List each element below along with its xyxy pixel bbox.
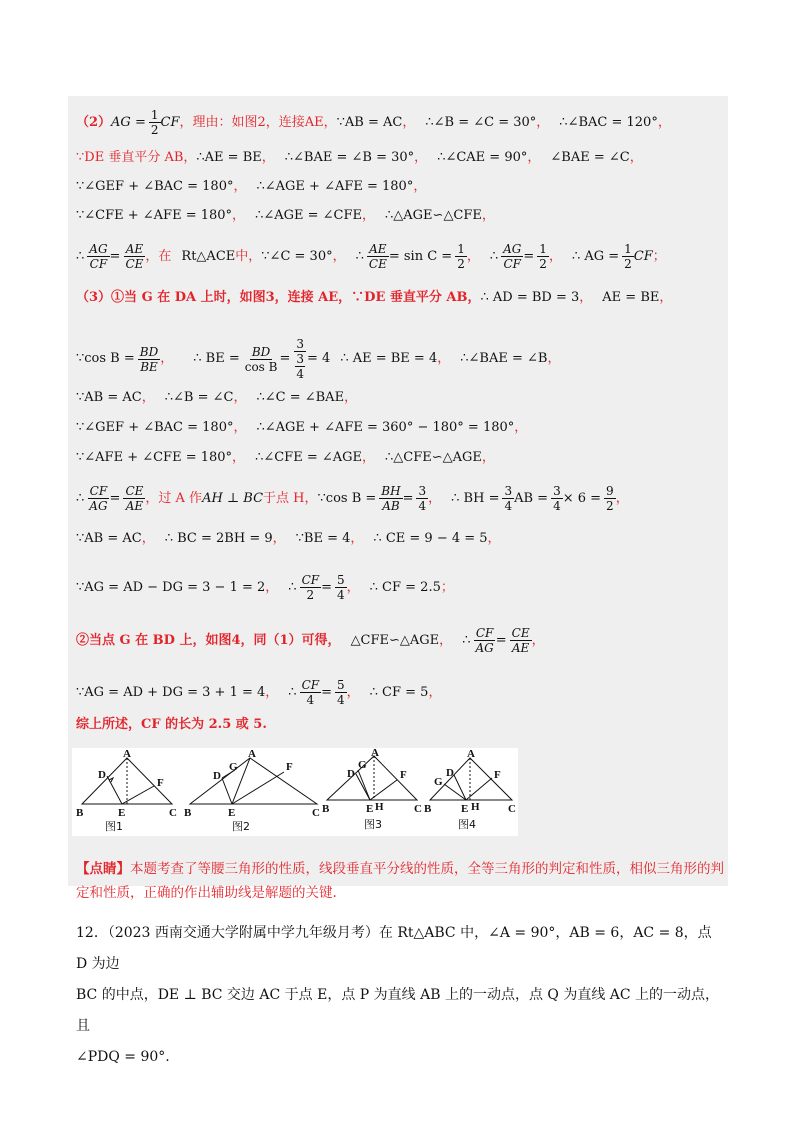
fraction: $\frac{CF}{AG}$: [89, 484, 108, 513]
fraction: $\frac{1}{2}$: [539, 242, 547, 271]
fraction: $\frac{1}{2}$: [624, 242, 632, 271]
svg-text:B: B: [184, 807, 192, 819]
figure-strip: [72, 748, 518, 836]
problem-line-1: 12．（2023 西南交通大学附属中学九年级月考）在 Rt△ABC 中，∠A = 90°，AB = 6，AC = 8，点 D 为边: [76, 925, 712, 972]
fraction: $\frac{9}{2}$: [606, 484, 614, 513]
svg-text:C: C: [508, 803, 516, 815]
fraction: $\frac{CF}{4}$: [301, 678, 320, 707]
solution-line-6: （3）①当 G 在 DA 上时，如图3，连接 AE，∵DE 垂直平分 AB， ∴ AD = BD = 3 ， AE = BE ，: [76, 290, 673, 305]
fraction: $\frac{5}{4}$: [336, 573, 345, 602]
svg-text:E: E: [118, 807, 126, 819]
solution-line-7: ∵cos B = $\frac{BD}{BE}$ ， ∴ BE = $\frac{BD}{\text{cos B}}$ = 3 3 4 = 4 ∴ AE = BE = 4 ， ∴∠BAE = ∠B ，: [76, 337, 561, 381]
svg-text:图3: 图3: [364, 818, 382, 831]
svg-text:F: F: [400, 769, 407, 781]
solution-line-4: ∵∠CFE + ∠AFE = 180° ， ∴∠AGE = ∠CFE ， ∴△AGE∽△CFE ，: [76, 208, 495, 223]
solution-line-13: ∵AG = AD − DG = 3 − 1 = 2 ， ∴ $\frac{CF}{2}$ = $\frac{5}{4}$ ， ∴ CF = 2.5 ；: [76, 573, 454, 602]
svg-text:C: C: [414, 803, 422, 815]
svg-text:H: H: [375, 801, 384, 813]
geometry-figures: [72, 748, 518, 836]
problem-line-2: BC 的中点，DE ⊥ BC 交边 AC 于点 E，点 P 为直线 AB 上的一动点，点 Q 为直线 AC 上的一动点，且: [76, 987, 720, 1034]
svg-text:B: B: [322, 803, 330, 815]
solution-line-14: ②当点 G 在 BD 上，如图4，同（1）可得， △CFE∽△AGE ， ∴ $\frac{CF}{AG}$ = $\frac{CE}{AE}$ ，: [76, 626, 545, 655]
svg-text:E: E: [366, 803, 374, 815]
svg-text:C: C: [312, 807, 320, 819]
solution-line-2: ∵DE 垂直平分 AB， ∴AE = BE ， ∴∠BAE = ∠B = 30° ， ∴∠CAE = 90° ， ∠BAE = ∠C ，: [76, 150, 643, 165]
solution-line-15: ∵AG = AD + DG = 3 + 1 = 4 ， ∴ $\frac{CF}{4}$ = $\frac{5}{4}$ ， ∴ CF = 5 ，: [76, 678, 442, 707]
svg-text:F: F: [494, 769, 501, 781]
fraction: $\frac{AG}{CF}$: [89, 242, 108, 271]
fraction: $\frac{AE}{CE}$: [368, 242, 387, 271]
fraction: $\frac{BH}{AB}$: [381, 484, 401, 513]
figure-2-labels: [184, 748, 320, 833]
fraction: $\frac{AE}{CE}$: [125, 242, 144, 271]
solution-line-12: ∵AB = AC ， ∴ BC = 2BH = 9 ， ∵BE = 4 ， ∴ CE = 9 − 4 = 5 ，: [76, 531, 501, 546]
svg-text:图1: 图1: [105, 820, 123, 833]
solution-line-16: 综上所述，CF 的长为 2.5 或 5.: [76, 717, 267, 732]
svg-text:F: F: [286, 761, 293, 773]
problem-line-3: ∠PDQ = 90°.: [76, 1049, 170, 1065]
fraction: $\frac{CF}{AG}$: [475, 626, 494, 655]
figure-2: [190, 758, 317, 804]
solution-line-8: ∵AB = AC ， ∴∠B = ∠C ， ∴∠C = ∠BAE ，: [76, 390, 358, 405]
fraction: $\frac{AG}{CF}$: [503, 242, 522, 271]
svg-text:图2: 图2: [232, 820, 250, 833]
solution-line-9: ∵∠GEF + ∠BAC = 180° ， ∴∠AGE + ∠AFE = 360° − 180° = 180° ，: [76, 420, 528, 435]
fraction: $\frac{1}{2}$: [457, 242, 465, 271]
fraction: $\frac{3}{4}$: [553, 484, 561, 513]
svg-text:G: G: [229, 761, 238, 773]
fraction: $\frac{CE}{AE}$: [511, 626, 530, 655]
key-point-tag: 【点睛】: [76, 861, 130, 877]
fraction: $\frac{CF}{2}$: [301, 573, 320, 602]
svg-text:B: B: [424, 803, 432, 815]
svg-text:图4: 图4: [458, 818, 476, 831]
fraction: $\frac{BD}{\text{cos B}}$: [244, 344, 278, 374]
solution-line-5: ∴ $\frac{AG}{CF}$ = $\frac{AE}{CE}$ ，在 Rt△ACE 中， ∵∠C = 30° ， ∴ $\frac{AE}{CE}$ = sin C = $\frac{1}{2}$ ， ∴ $\frac{AG}{CF}$ = $\frac{1}{2}$ ， ∴ AG = $\frac{1}{2}$ CF ；: [76, 242, 666, 271]
key-point-text: 本题考查了等腰三角形的性质，线段垂直平分线的性质，全等三角形的判定和性质，相似三角形的判定和性质，正确的作出辅助线是解题的关键.: [76, 861, 724, 901]
svg-text:H: H: [471, 801, 480, 813]
problem-12: [76, 918, 726, 1073]
svg-text:F: F: [157, 777, 164, 789]
fraction: $\frac{CE}{AE}$: [125, 484, 144, 513]
fraction: $\frac{1}{2}$: [150, 108, 159, 137]
svg-text:E: E: [461, 803, 469, 815]
fraction: $\frac{5}{4}$: [336, 678, 345, 707]
key-point-comment: [76, 857, 726, 905]
svg-text:D: D: [98, 769, 106, 781]
svg-text:D: D: [446, 767, 454, 779]
solution-line-11: ∴ $\frac{CF}{AG}$ = $\frac{CE}{AE}$ ，过 A 作 AH ⊥ BC 于点 H， ∵cos B = $\frac{BH}{AB}$ = $\frac{3}{4}$ ， ∴ BH = $\frac{3}{4}$ AB = $\frac{3}{4}$ × 6 = $\frac{9}{2}$ ，: [76, 484, 629, 513]
svg-text:A: A: [248, 748, 256, 760]
svg-text:G: G: [434, 776, 443, 788]
nested-fraction: 3 3 4: [296, 337, 305, 381]
solution-line-3: ∵∠GEF + ∠BAC = 180° ， ∴∠AGE + ∠AFE = 180° ，: [76, 179, 427, 194]
svg-text:C: C: [169, 807, 177, 819]
svg-text:A: A: [371, 748, 379, 759]
solution-line-10: ∵∠AFE + ∠CFE = 180° ， ∴∠CFE = ∠AGE ， ∴△CFE∽△AGE ，: [76, 450, 495, 465]
svg-text:G: G: [358, 759, 367, 771]
svg-text:D: D: [213, 770, 221, 782]
svg-text:B: B: [76, 807, 84, 819]
solution-line-1: （2） AG = $\frac{1}{2}$ CF ，理由：如图2，连接AE， ∵AB = AC ， ∴∠B = ∠C = 30° ， ∴∠BAC = 120° ，: [76, 108, 671, 137]
fraction: $\frac{3}{4}$: [504, 484, 513, 513]
svg-text:E: E: [228, 807, 236, 819]
svg-text:D: D: [347, 768, 355, 780]
fraction: $\frac{BD}{BE}$: [139, 344, 159, 374]
svg-text:A: A: [123, 748, 131, 760]
svg-text:A: A: [467, 748, 475, 760]
fraction: $\frac{3}{4}$: [418, 484, 427, 513]
